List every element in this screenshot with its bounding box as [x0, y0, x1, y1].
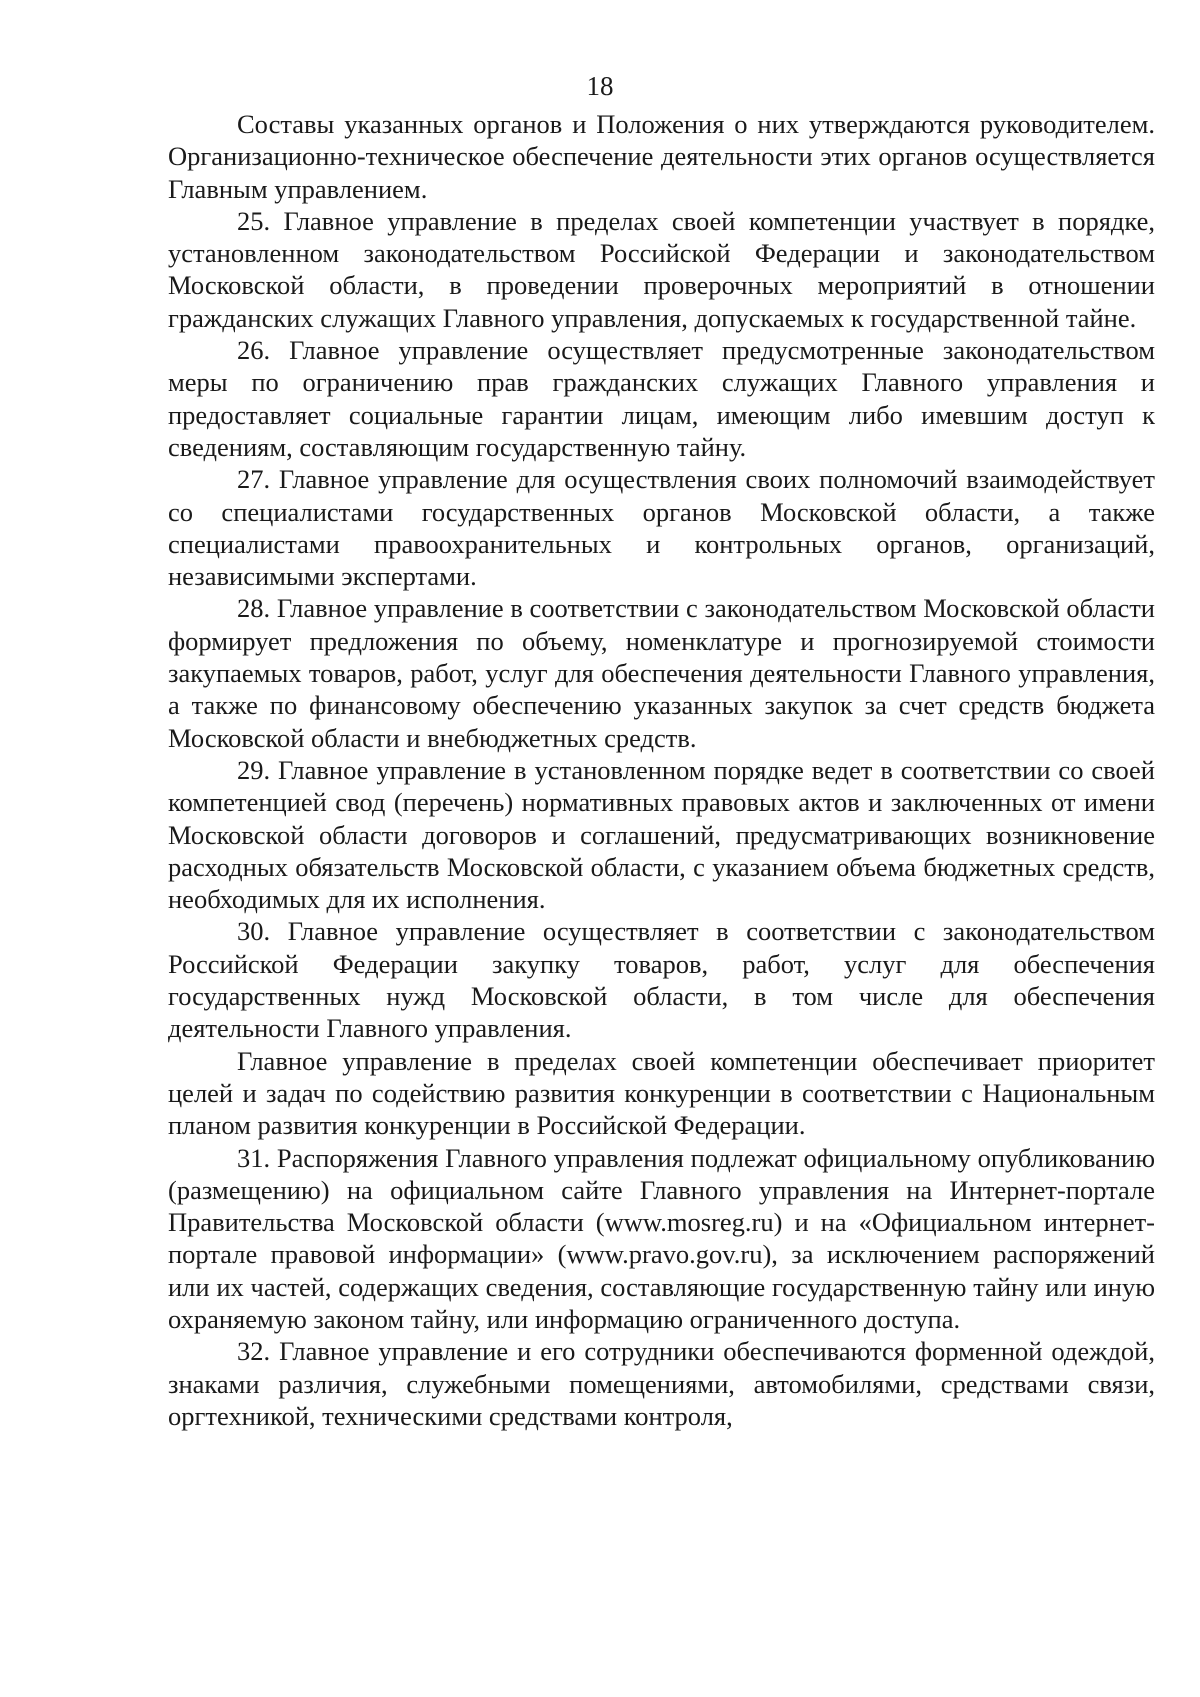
paragraph-32: 32. Главное управление и его сотрудники обеспечиваются форменной одеждой, знаками различия, служебными помещениями, автомобилями, средствами связи, оргтехникой, техническими средствами контроля, — [168, 1336, 1155, 1431]
paragraph-28: 28. Главное управление в соответствии с законодательством Московской области формирует предложения по объему, номенклатуре и прогнозируемой стоимости закупаемых товаров, работ, услуг для обеспечения деятельности Главного управления, а также по финансовому обеспечению указанных закупок за счет средств бюджета Московской области и внебюджетных средств. — [168, 593, 1155, 753]
paragraph-30-continued: Главное управление в пределах своей компетенции обеспечивает приоритет целей и задач по содействию развития конкуренции в соответствии с Национальным планом развития конкуренции в Российской Федерации. — [168, 1045, 1155, 1141]
page-number: 18 — [586, 71, 614, 101]
paragraph-29: 29. Главное управление в установленном порядке ведет в соответствии со своей компетенцией свод (перечень) нормативных правовых актов и заключенных от имени Московской области договоров и соглашений, предусматривающих возникновение расходных обязательств Московской области, с указанием объема бюджетных средств, необходимых для их исполнения. — [168, 754, 1155, 915]
paragraph-26: 26. Главное управление осуществляет предусмотренные законодательством меры по ограничению прав гражданских служащих Главного управления и предоставляет социальные гарантии лицам, имеющим либо имевшим доступ к сведениям, составляющим государственную тайну. — [168, 335, 1155, 462]
document-body — [168, 108, 1155, 1432]
paragraph-25: 25. Главное управление в пределах своей компетенции участвует в порядке, установленном законодательством Российской Федерации и законодательством Московской области, в проведении проверочных мероприятий в отношении гражданских служащих Главного управления, допускаемых к государственной тайне. — [168, 205, 1155, 333]
paragraph-27: 27. Главное управление для осуществления своих полномочий взаимодействует со специалистами государственных органов Московской области, а также специалистами правоохранительных и контрольных органов, организаций, независимыми экспертами. — [168, 464, 1155, 592]
paragraph-31: 31. Распоряжения Главного управления подлежат официальному опубликованию (размещению) на официальном сайте Главного управления на Интернет-портале Правительства Московской области (www.mosreg.ru) и на «Официальном интернет-портале правовой информации» (www.pravo.gov.ru), за исключением распоряжений или их частей, содержащих сведения, составляющие государственную тайну или иную охраняемую законом тайну, или информацию ограниченного доступа. — [168, 1142, 1155, 1334]
paragraph-30: 30. Главное управление осуществляет в соответствии с законодательством Российской Федерации закупку товаров, работ, услуг для обеспечения государственных нужд Московской области, в том числе для обеспечения деятельности Главного управления. — [168, 916, 1155, 1044]
paragraph-intro: Составы указанных органов и Положения о них утверждаются руководителем. Организационно-техническое обеспечение деятельности этих органов осуществляется Главным управлением. — [168, 109, 1155, 204]
